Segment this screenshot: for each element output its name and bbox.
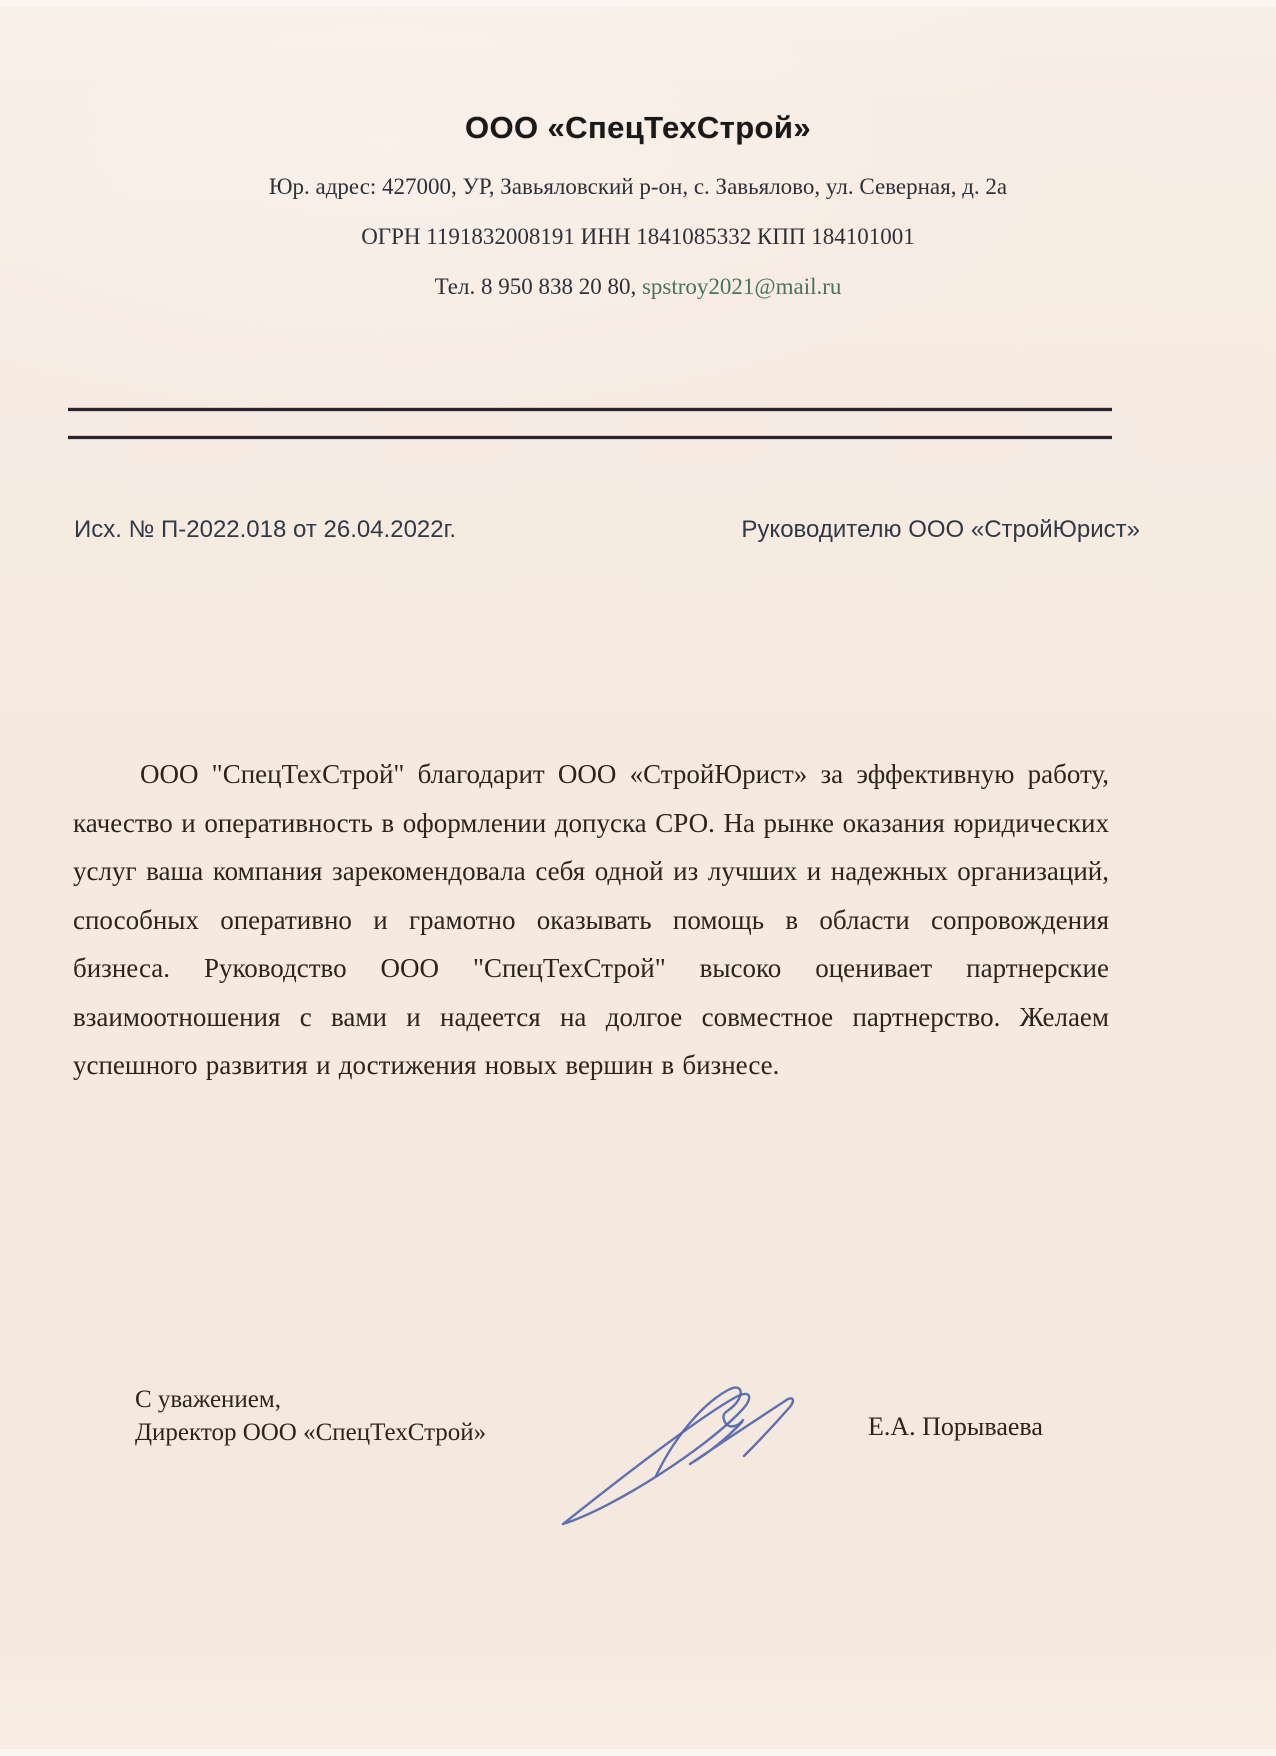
reference-row xyxy=(74,516,1140,544)
letter-body-paragraph: ООО "СпецТехСтрой" благодарит ООО «СтройЮрист» за эффективную работу, качество и оперативность в оформлении допуска СРО. На рынке оказания юридических услуг ваша компания зарекомендовала себя одной из лучших и надежных организаций, способных оперативно и грамотно оказывать помощь в области сопровождения бизнеса. Руководство ООО "СпецТехСтрой" высоко оценивает партнерские взаимоотношения с вами и надеется на долгое совместное партнерство. Желаем успешного развития и достижения новых вершин в бизнесе. xyxy=(73,759,1109,1080)
phone-email-line xyxy=(0,274,1276,300)
signer-name: Е.А. Порываева xyxy=(868,1412,1043,1441)
legal-address-line: Юр. адрес: 427000, УР, Завьяловский р-он, с. Завьялово, ул. Северная, д. 2а xyxy=(268,174,1008,199)
registration-numbers-line: ОГРН 1191832008191 ИНН 1841085332 КПП 184101001 xyxy=(361,224,915,249)
email-address: spstroy2021@mail.ru xyxy=(641,274,842,299)
outgoing-number: Исх. № П-2022.018 от 26.04.2022г. xyxy=(74,516,457,543)
closing-salutation: С уважением, xyxy=(135,1386,281,1413)
letterhead xyxy=(0,110,1276,300)
header-divider-line-bottom xyxy=(68,436,1112,439)
company-name-heading: ООО «СпецТехСтрой» xyxy=(464,110,811,145)
phone-number: Тел. 8 950 838 20 80, xyxy=(434,274,642,299)
recipient-line: Руководителю ООО «СтройЮрист» xyxy=(741,516,1140,543)
handwritten-signature xyxy=(538,1376,818,1546)
signer-position: Директор ООО «СпецТехСтрой» xyxy=(135,1419,487,1446)
header-divider-line-top xyxy=(68,408,1112,411)
closing-block xyxy=(135,1383,486,1449)
